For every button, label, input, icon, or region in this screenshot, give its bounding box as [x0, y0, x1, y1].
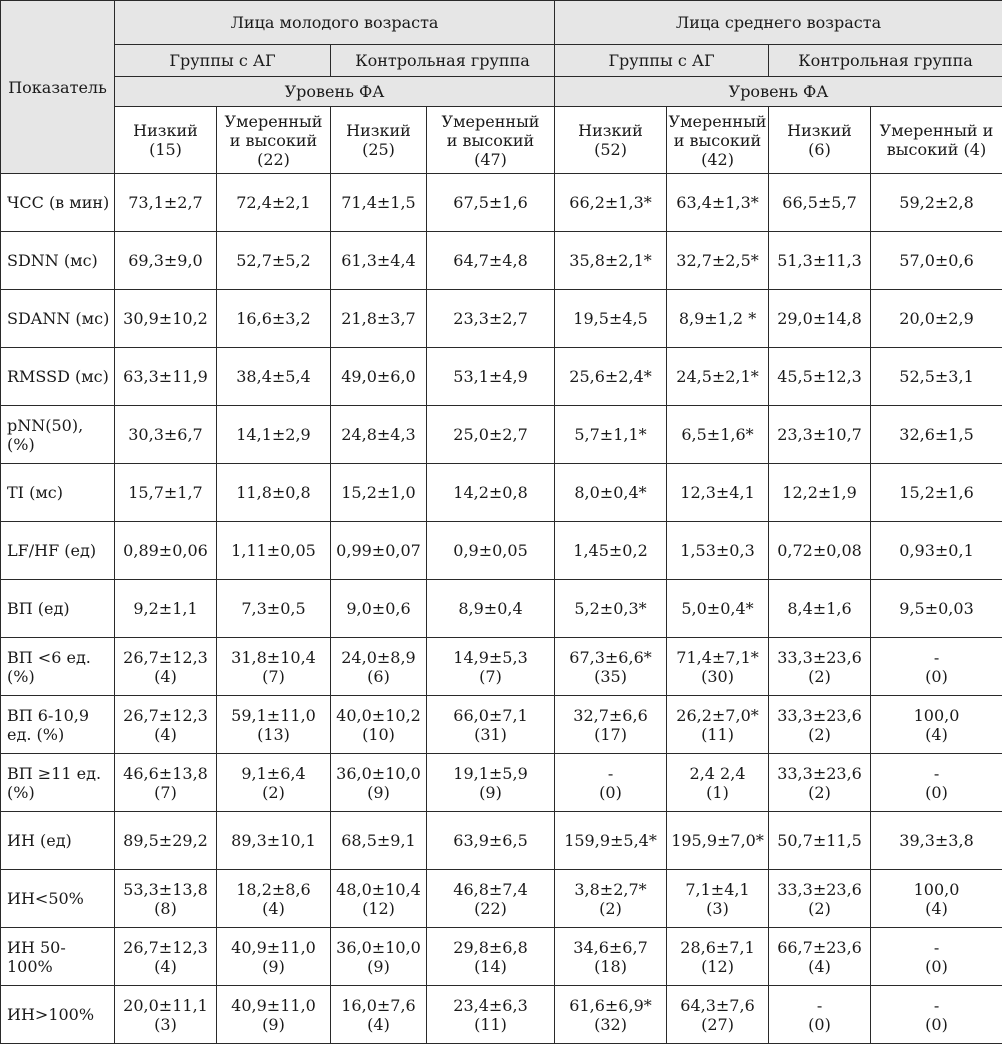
- table-cell: 59,2±2,8: [871, 174, 1002, 232]
- table-cell: - (0): [871, 928, 1002, 986]
- table-cell: 66,2±1,3*: [555, 174, 667, 232]
- table-cell: 63,3±11,9: [115, 348, 217, 406]
- table-cell: 3,8±2,7* (2): [555, 870, 667, 928]
- table-body: [1, 174, 1002, 1044]
- age-young-header: Лица молодого возраста: [115, 1, 555, 45]
- table-cell: - (0): [871, 638, 1002, 696]
- table-cell: 63,9±6,5: [427, 812, 555, 870]
- table-cell: 32,7±6,6 (17): [555, 696, 667, 754]
- table-cell: - (0): [871, 754, 1002, 812]
- table-cell: 5,2±0,3*: [555, 580, 667, 638]
- table-cell: 26,7±12,3 (4): [115, 638, 217, 696]
- table-cell: 32,6±1,5: [871, 406, 1002, 464]
- table-row: [1, 580, 1002, 638]
- table-cell: 38,4±5,4: [217, 348, 331, 406]
- table-cell: 67,5±1,6: [427, 174, 555, 232]
- table-cell: 39,3±3,8: [871, 812, 1002, 870]
- table-cell: 21,8±3,7: [331, 290, 427, 348]
- table-row: [1, 928, 1002, 986]
- table-cell: 23,3±10,7: [769, 406, 871, 464]
- row-label: ИН<50%: [1, 870, 115, 928]
- table-cell: 40,0±10,2 (10): [331, 696, 427, 754]
- pa-level-header: Уровень ФА: [555, 77, 1002, 107]
- table-cell: 30,3±6,7: [115, 406, 217, 464]
- table-row: [1, 348, 1002, 406]
- table-cell: 15,2±1,6: [871, 464, 1002, 522]
- row-label: ВП ≥11 ед. (%): [1, 754, 115, 812]
- table-cell: 25,0±2,7: [427, 406, 555, 464]
- table-cell: 61,6±6,9* (32): [555, 986, 667, 1044]
- table-cell: 33,3±23,6 (2): [769, 696, 871, 754]
- subcol-header: Низкий (52): [555, 107, 667, 174]
- table-cell: 1,11±0,05: [217, 522, 331, 580]
- table-cell: 1,53±0,3: [667, 522, 769, 580]
- table-row: [1, 870, 1002, 928]
- table-cell: 23,3±2,7: [427, 290, 555, 348]
- table-cell: 46,8±7,4 (22): [427, 870, 555, 928]
- table-cell: 46,6±13,8 (7): [115, 754, 217, 812]
- table-cell: 24,8±4,3: [331, 406, 427, 464]
- table-cell: 0,89±0,06: [115, 522, 217, 580]
- table-cell: 0,93±0,1: [871, 522, 1002, 580]
- table-cell: 30,9±10,2: [115, 290, 217, 348]
- table-cell: 59,1±11,0 (13): [217, 696, 331, 754]
- table-cell: 16,0±7,6 (4): [331, 986, 427, 1044]
- table-cell: 68,5±9,1: [331, 812, 427, 870]
- table-cell: 23,4±6,3 (11): [427, 986, 555, 1044]
- table-cell: 40,9±11,0 (9): [217, 986, 331, 1044]
- group-control-header: Контрольная группа: [331, 45, 555, 77]
- table-cell: 26,7±12,3 (4): [115, 928, 217, 986]
- table-cell: 11,8±0,8: [217, 464, 331, 522]
- table-cell: 9,2±1,1: [115, 580, 217, 638]
- table-cell: 18,2±8,6 (4): [217, 870, 331, 928]
- age-middle-header: Лица среднего возраста: [555, 1, 1002, 45]
- table-cell: 63,4±1,3*: [667, 174, 769, 232]
- table-cell: 71,4±7,1* (30): [667, 638, 769, 696]
- row-label: pNN(50), (%): [1, 406, 115, 464]
- table-row: [1, 290, 1002, 348]
- row-label: RMSSD (мс): [1, 348, 115, 406]
- table-cell: 57,0±0,6: [871, 232, 1002, 290]
- subcol-header: Умеренный и высокий (4): [871, 107, 1002, 174]
- table-cell: 51,3±11,3: [769, 232, 871, 290]
- table-cell: 24,0±8,9 (6): [331, 638, 427, 696]
- table-cell: 0,72±0,08: [769, 522, 871, 580]
- table-cell: 16,6±3,2: [217, 290, 331, 348]
- row-label: ВП <6 ед. (%): [1, 638, 115, 696]
- row-label: SDNN (мс): [1, 232, 115, 290]
- table-row: [1, 812, 1002, 870]
- table-cell: 1,45±0,2: [555, 522, 667, 580]
- table-cell: 7,3±0,5: [217, 580, 331, 638]
- table-row: [1, 174, 1002, 232]
- table-cell: 31,8±10,4 (7): [217, 638, 331, 696]
- group-control-header: Контрольная группа: [769, 45, 1002, 77]
- table-row: [1, 464, 1002, 522]
- table-cell: 52,5±3,1: [871, 348, 1002, 406]
- row-label: ИН (ед): [1, 812, 115, 870]
- table-cell: 14,2±0,8: [427, 464, 555, 522]
- row-label: ВП (ед): [1, 580, 115, 638]
- table-cell: 8,9±0,4: [427, 580, 555, 638]
- table-cell: 40,9±11,0 (9): [217, 928, 331, 986]
- table-cell: 12,3±4,1: [667, 464, 769, 522]
- table-cell: - (0): [555, 754, 667, 812]
- table-cell: 64,7±4,8: [427, 232, 555, 290]
- table-cell: 50,7±11,5: [769, 812, 871, 870]
- table-cell: 159,9±5,4*: [555, 812, 667, 870]
- table-cell: 15,2±1,0: [331, 464, 427, 522]
- table-cell: 33,3±23,6 (2): [769, 754, 871, 812]
- group-ag-header: Группы с АГ: [555, 45, 769, 77]
- table-cell: 19,1±5,9 (9): [427, 754, 555, 812]
- table-cell: 28,6±7,1 (12): [667, 928, 769, 986]
- indicator-header: Показатель: [1, 1, 115, 174]
- table-cell: 8,4±1,6: [769, 580, 871, 638]
- table-cell: 72,4±2,1: [217, 174, 331, 232]
- table-row: [1, 754, 1002, 812]
- table-cell: 14,9±5,3 (7): [427, 638, 555, 696]
- subcol-header: Умеренный и высокий (47): [427, 107, 555, 174]
- table-cell: 24,5±2,1*: [667, 348, 769, 406]
- table-cell: 71,4±1,5: [331, 174, 427, 232]
- table-cell: 69,3±9,0: [115, 232, 217, 290]
- table-cell: 5,0±0,4*: [667, 580, 769, 638]
- table-cell: 45,5±12,3: [769, 348, 871, 406]
- pa-level-header: Уровень ФА: [115, 77, 555, 107]
- table-cell: 6,5±1,6*: [667, 406, 769, 464]
- table-cell: 29,0±14,8: [769, 290, 871, 348]
- row-label: ЧСС (в мин): [1, 174, 115, 232]
- table-cell: 48,0±10,4 (12): [331, 870, 427, 928]
- table-cell: 89,5±29,2: [115, 812, 217, 870]
- table-row: [1, 406, 1002, 464]
- table-cell: 33,3±23,6 (2): [769, 638, 871, 696]
- table-cell: 66,5±5,7: [769, 174, 871, 232]
- table-row: [1, 696, 1002, 754]
- table-cell: 29,8±6,8 (14): [427, 928, 555, 986]
- table-cell: 20,0±11,1 (3): [115, 986, 217, 1044]
- subcol-header: Умеренный и высокий (42): [667, 107, 769, 174]
- table-cell: 89,3±10,1: [217, 812, 331, 870]
- table-cell: 67,3±6,6* (35): [555, 638, 667, 696]
- table-cell: 26,2±7,0* (11): [667, 696, 769, 754]
- table-cell: 0,9±0,05: [427, 522, 555, 580]
- table-cell: 66,7±23,6 (4): [769, 928, 871, 986]
- table-cell: 9,1±6,4 (2): [217, 754, 331, 812]
- table-cell: 9,0±0,6: [331, 580, 427, 638]
- table-cell: 15,7±1,7: [115, 464, 217, 522]
- table-cell: 66,0±7,1 (31): [427, 696, 555, 754]
- table-cell: 100,0 (4): [871, 696, 1002, 754]
- table-cell: 8,0±0,4*: [555, 464, 667, 522]
- table-row: [1, 522, 1002, 580]
- table-cell: 36,0±10,0 (9): [331, 928, 427, 986]
- subcol-header: Низкий (15): [115, 107, 217, 174]
- table-cell: 52,7±5,2: [217, 232, 331, 290]
- table-cell: 73,1±2,7: [115, 174, 217, 232]
- table-cell: 2,4 2,4 (1): [667, 754, 769, 812]
- row-label: TI (мс): [1, 464, 115, 522]
- table-cell: 26,7±12,3 (4): [115, 696, 217, 754]
- table-cell: 25,6±2,4*: [555, 348, 667, 406]
- table-cell: 32,7±2,5*: [667, 232, 769, 290]
- row-label: ИН>100%: [1, 986, 115, 1044]
- table-cell: 19,5±4,5: [555, 290, 667, 348]
- table-cell: 5,7±1,1*: [555, 406, 667, 464]
- table-cell: 61,3±4,4: [331, 232, 427, 290]
- table-cell: 64,3±7,6 (27): [667, 986, 769, 1044]
- table-cell: 33,3±23,6 (2): [769, 870, 871, 928]
- table-cell: 195,9±7,0*: [667, 812, 769, 870]
- table-cell: 53,3±13,8 (8): [115, 870, 217, 928]
- table-cell: 7,1±4,1 (3): [667, 870, 769, 928]
- subcol-header: Низкий (6): [769, 107, 871, 174]
- table-cell: 12,2±1,9: [769, 464, 871, 522]
- table-cell: - (0): [769, 986, 871, 1044]
- table-row: [1, 232, 1002, 290]
- table-cell: 100,0 (4): [871, 870, 1002, 928]
- table-cell: 14,1±2,9: [217, 406, 331, 464]
- subcol-header: Умеренный и высокий (22): [217, 107, 331, 174]
- table-cell: 36,0±10,0 (9): [331, 754, 427, 812]
- table-row: [1, 638, 1002, 696]
- table-cell: 53,1±4,9: [427, 348, 555, 406]
- table-row: [1, 986, 1002, 1044]
- table-cell: 0,99±0,07: [331, 522, 427, 580]
- row-label: SDANN (мс): [1, 290, 115, 348]
- row-label: ИН 50- 100%: [1, 928, 115, 986]
- row-label: ВП 6-10,9 ед. (%): [1, 696, 115, 754]
- subcol-header: Низкий (25): [331, 107, 427, 174]
- table-cell: - (0): [871, 986, 1002, 1044]
- table-cell: 9,5±0,03: [871, 580, 1002, 638]
- group-ag-header: Группы с АГ: [115, 45, 331, 77]
- table-cell: 49,0±6,0: [331, 348, 427, 406]
- table-cell: 34,6±6,7 (18): [555, 928, 667, 986]
- table-cell: 35,8±2,1*: [555, 232, 667, 290]
- table-cell: 8,9±1,2 *: [667, 290, 769, 348]
- table-cell: 20,0±2,9: [871, 290, 1002, 348]
- row-label: LF/HF (ед): [1, 522, 115, 580]
